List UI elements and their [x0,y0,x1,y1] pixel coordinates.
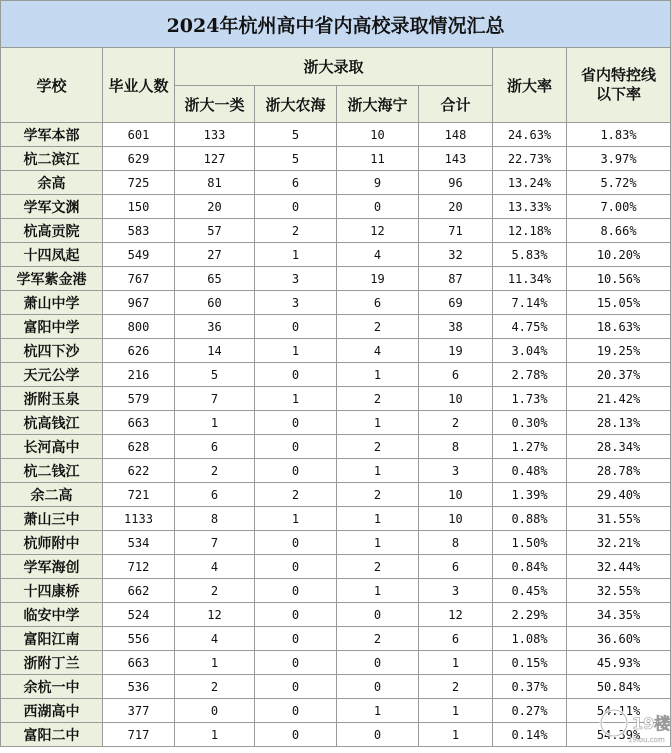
header-row-top [1,48,671,86]
header-below-rate-line2: 以下率 [596,85,642,103]
cell-school: 天元公学 [1,363,103,387]
cell-zju-agri: 0 [255,723,337,747]
table-row [1,411,671,435]
cell-zju-rate: 1.08% [493,627,567,651]
cell-zju-class1: 4 [175,627,255,651]
cell-zju-class1: 8 [175,507,255,531]
cell-zju-agri: 1 [255,243,337,267]
cell-school: 学军海创 [1,555,103,579]
cell-zju-rate: 0.84% [493,555,567,579]
header-zju-rate: 浙大率 [493,48,567,123]
cell-zju-agri: 6 [255,171,337,195]
cell-zju-rate: 1.27% [493,435,567,459]
cell-zju-class1: 7 [175,531,255,555]
header-below-rate-line1: 省内特控线 [581,66,657,84]
cell-zju-agri: 0 [255,363,337,387]
cell-below-rate: 29.40% [567,483,671,507]
cell-zju-class1: 12 [175,603,255,627]
cell-zju-agri: 1 [255,507,337,531]
cell-zju-agri: 0 [255,531,337,555]
cell-graduates: 150 [103,195,175,219]
cell-below-rate: 28.13% [567,411,671,435]
cell-zju-rate: 24.63% [493,123,567,147]
cell-zju-rate: 1.73% [493,387,567,411]
cell-zju-class1: 6 [175,435,255,459]
cell-school: 浙附玉泉 [1,387,103,411]
cell-zju-rate: 0.45% [493,579,567,603]
cell-below-rate: 21.42% [567,387,671,411]
cell-zju-agri: 0 [255,603,337,627]
cell-zju-agri: 0 [255,699,337,723]
cell-zju-agri: 5 [255,123,337,147]
cell-total: 38 [419,315,493,339]
cell-zju-class1: 133 [175,123,255,147]
cell-zju-haining: 2 [337,435,419,459]
cell-below-rate: 50.84% [567,675,671,699]
cell-total: 69 [419,291,493,315]
cell-school: 学军本部 [1,123,103,147]
cell-total: 19 [419,339,493,363]
cell-zju-agri: 0 [255,627,337,651]
cell-school: 临安中学 [1,603,103,627]
cell-below-rate: 34.35% [567,603,671,627]
cell-below-rate: 19.25% [567,339,671,363]
cell-zju-rate: 3.04% [493,339,567,363]
cell-below-rate: 45.93% [567,651,671,675]
cell-school: 富阳中学 [1,315,103,339]
cell-below-rate: 5.72% [567,171,671,195]
cell-zju-rate: 22.73% [493,147,567,171]
cell-zju-agri: 0 [255,651,337,675]
table-row [1,171,671,195]
cell-zju-haining: 4 [337,339,419,363]
table-row [1,363,671,387]
cell-graduates: 628 [103,435,175,459]
cell-zju-agri: 5 [255,147,337,171]
cell-zju-agri: 2 [255,219,337,243]
cell-total: 20 [419,195,493,219]
cell-total: 3 [419,579,493,603]
cell-total: 6 [419,627,493,651]
cell-graduates: 216 [103,363,175,387]
cell-zju-rate: 0.48% [493,459,567,483]
cell-school: 西湖高中 [1,699,103,723]
table-body [1,123,671,747]
cell-zju-class1: 14 [175,339,255,363]
cell-school: 学军紫金港 [1,267,103,291]
cell-zju-haining: 0 [337,723,419,747]
cell-zju-agri: 0 [255,435,337,459]
cell-graduates: 524 [103,603,175,627]
cell-zju-haining: 1 [337,699,419,723]
table-row [1,483,671,507]
cell-zju-class1: 1 [175,723,255,747]
cell-total: 1 [419,723,493,747]
cell-zju-class1: 65 [175,267,255,291]
cell-zju-agri: 0 [255,195,337,219]
cell-total: 6 [419,363,493,387]
cell-below-rate: 36.60% [567,627,671,651]
cell-zju-class1: 1 [175,411,255,435]
table-row [1,339,671,363]
cell-zju-rate: 11.34% [493,267,567,291]
cell-zju-class1: 81 [175,171,255,195]
cell-below-rate: 20.37% [567,363,671,387]
table-row [1,195,671,219]
cell-school: 余二高 [1,483,103,507]
cell-total: 87 [419,267,493,291]
cell-total: 1 [419,699,493,723]
cell-graduates: 536 [103,675,175,699]
cell-zju-rate: 2.29% [493,603,567,627]
cell-zju-haining: 10 [337,123,419,147]
cell-zju-rate: 5.83% [493,243,567,267]
cell-school: 杭高钱江 [1,411,103,435]
cell-graduates: 721 [103,483,175,507]
cell-zju-class1: 2 [175,675,255,699]
cell-zju-haining: 0 [337,651,419,675]
cell-below-rate: 28.34% [567,435,671,459]
cell-below-rate: 10.20% [567,243,671,267]
table-row [1,147,671,171]
cell-below-rate: 31.55% [567,507,671,531]
cell-zju-class1: 0 [175,699,255,723]
table-row [1,267,671,291]
table-row [1,291,671,315]
header-zju-group: 浙大录取 [175,48,493,86]
cell-below-rate: 1.83% [567,123,671,147]
cell-zju-haining: 2 [337,483,419,507]
cell-zju-agri: 0 [255,555,337,579]
cell-school: 富阳二中 [1,723,103,747]
cell-total: 12 [419,603,493,627]
cell-graduates: 629 [103,147,175,171]
cell-graduates: 583 [103,219,175,243]
cell-zju-haining: 1 [337,579,419,603]
cell-below-rate: 32.44% [567,555,671,579]
cell-zju-haining: 4 [337,243,419,267]
cell-zju-class1: 6 [175,483,255,507]
cell-total: 71 [419,219,493,243]
cell-total: 148 [419,123,493,147]
cell-zju-class1: 4 [175,555,255,579]
cell-zju-haining: 6 [337,291,419,315]
header-zju-agri: 浙大农海 [255,86,337,123]
cell-school: 杭四下沙 [1,339,103,363]
cell-zju-rate: 0.27% [493,699,567,723]
cell-zju-haining: 2 [337,627,419,651]
cell-zju-rate: 12.18% [493,219,567,243]
cell-zju-class1: 36 [175,315,255,339]
cell-zju-class1: 60 [175,291,255,315]
table-row [1,243,671,267]
cell-graduates: 967 [103,291,175,315]
cell-zju-agri: 0 [255,315,337,339]
cell-zju-class1: 1 [175,651,255,675]
cell-zju-haining: 9 [337,171,419,195]
header-zju-class1: 浙大一类 [175,86,255,123]
cell-below-rate: 10.56% [567,267,671,291]
cell-zju-agri: 0 [255,579,337,603]
table-row [1,219,671,243]
cell-zju-class1: 2 [175,459,255,483]
cell-total: 2 [419,411,493,435]
cell-zju-rate: 1.39% [493,483,567,507]
cell-zju-haining: 1 [337,531,419,555]
cell-total: 143 [419,147,493,171]
cell-total: 2 [419,675,493,699]
cell-zju-haining: 2 [337,315,419,339]
cell-zju-rate: 13.33% [493,195,567,219]
table-row [1,387,671,411]
cell-zju-rate: 0.15% [493,651,567,675]
cell-school: 余高 [1,171,103,195]
cell-zju-agri: 0 [255,411,337,435]
cell-graduates: 1133 [103,507,175,531]
cell-zju-rate: 7.14% [493,291,567,315]
cell-below-rate: 28.78% [567,459,671,483]
cell-graduates: 377 [103,699,175,723]
cell-graduates: 626 [103,339,175,363]
cell-graduates: 663 [103,411,175,435]
cell-zju-haining: 0 [337,603,419,627]
table-row [1,531,671,555]
cell-school: 萧山中学 [1,291,103,315]
cell-below-rate: 32.55% [567,579,671,603]
table-title: 2024年杭州高中省内高校录取情况汇总 [1,1,671,48]
cell-zju-class1: 27 [175,243,255,267]
cell-zju-haining: 2 [337,387,419,411]
cell-zju-agri: 1 [255,339,337,363]
cell-zju-rate: 13.24% [493,171,567,195]
cell-school: 长河高中 [1,435,103,459]
title-row [1,1,671,48]
cell-total: 6 [419,555,493,579]
cell-total: 10 [419,387,493,411]
cell-school: 十四凤起 [1,243,103,267]
header-school: 学校 [1,48,103,123]
cell-below-rate: 54.11% [567,699,671,723]
cell-school: 杭师附中 [1,531,103,555]
cell-graduates: 622 [103,459,175,483]
cell-zju-haining: 0 [337,675,419,699]
cell-zju-haining: 1 [337,459,419,483]
cell-school: 余杭一中 [1,675,103,699]
header-total: 合计 [419,86,493,123]
cell-total: 10 [419,483,493,507]
table-row [1,459,671,483]
cell-zju-haining: 2 [337,555,419,579]
cell-zju-rate: 0.37% [493,675,567,699]
cell-graduates: 534 [103,531,175,555]
cell-total: 1 [419,651,493,675]
table-row [1,435,671,459]
table-row [1,675,671,699]
cell-zju-rate: 0.88% [493,507,567,531]
cell-zju-agri: 3 [255,291,337,315]
cell-zju-agri: 3 [255,267,337,291]
header-zju-haining: 浙大海宁 [337,86,419,123]
header-below-rate [567,48,671,123]
cell-zju-haining: 12 [337,219,419,243]
watermark-site: 19lou.com [628,736,665,744]
cell-zju-agri: 2 [255,483,337,507]
cell-zju-agri: 0 [255,459,337,483]
cell-total: 3 [419,459,493,483]
cell-school: 浙附丁兰 [1,651,103,675]
cell-school: 杭二钱江 [1,459,103,483]
cell-graduates: 767 [103,267,175,291]
cell-zju-rate: 0.30% [493,411,567,435]
cell-zju-haining: 19 [337,267,419,291]
cell-total: 96 [419,171,493,195]
cell-below-rate: 18.63% [567,315,671,339]
cell-total: 8 [419,531,493,555]
cell-graduates: 725 [103,171,175,195]
cell-school: 萧山三中 [1,507,103,531]
cell-below-rate: 8.66% [567,219,671,243]
cell-total: 10 [419,507,493,531]
cell-zju-class1: 127 [175,147,255,171]
cell-below-rate: 32.21% [567,531,671,555]
cell-zju-rate: 0.14% [493,723,567,747]
cell-zju-haining: 1 [337,507,419,531]
cell-graduates: 663 [103,651,175,675]
cell-below-rate: 54.39% [567,723,671,747]
table-row [1,579,671,603]
cell-zju-class1: 7 [175,387,255,411]
cell-school: 学军文渊 [1,195,103,219]
cell-graduates: 549 [103,243,175,267]
cell-zju-rate: 2.78% [493,363,567,387]
cell-graduates: 717 [103,723,175,747]
table-row [1,723,671,747]
cell-graduates: 556 [103,627,175,651]
cell-zju-class1: 20 [175,195,255,219]
cell-zju-agri: 1 [255,387,337,411]
header-graduates: 毕业人数 [103,48,175,123]
cell-below-rate: 7.00% [567,195,671,219]
cell-graduates: 601 [103,123,175,147]
cell-zju-rate: 1.50% [493,531,567,555]
cell-school: 杭高贡院 [1,219,103,243]
cell-graduates: 800 [103,315,175,339]
watermark-text: 19楼 [632,714,671,733]
cell-graduates: 662 [103,579,175,603]
cell-zju-class1: 5 [175,363,255,387]
cell-zju-haining: 1 [337,411,419,435]
cell-zju-agri: 0 [255,675,337,699]
cell-zju-haining: 0 [337,195,419,219]
cell-total: 32 [419,243,493,267]
cell-zju-rate: 4.75% [493,315,567,339]
cell-graduates: 579 [103,387,175,411]
table-row [1,315,671,339]
cell-zju-haining: 1 [337,363,419,387]
cell-graduates: 712 [103,555,175,579]
table-row [1,627,671,651]
table-row [1,603,671,627]
cell-zju-class1: 57 [175,219,255,243]
table-row [1,555,671,579]
cell-zju-class1: 2 [175,579,255,603]
cell-school: 杭二滨江 [1,147,103,171]
cell-below-rate: 15.05% [567,291,671,315]
cell-school: 富阳江南 [1,627,103,651]
cell-total: 8 [419,435,493,459]
table-row [1,123,671,147]
cell-school: 十四康桥 [1,579,103,603]
table-row [1,507,671,531]
table-row [1,699,671,723]
table-row [1,651,671,675]
cell-below-rate: 3.97% [567,147,671,171]
cell-zju-haining: 11 [337,147,419,171]
